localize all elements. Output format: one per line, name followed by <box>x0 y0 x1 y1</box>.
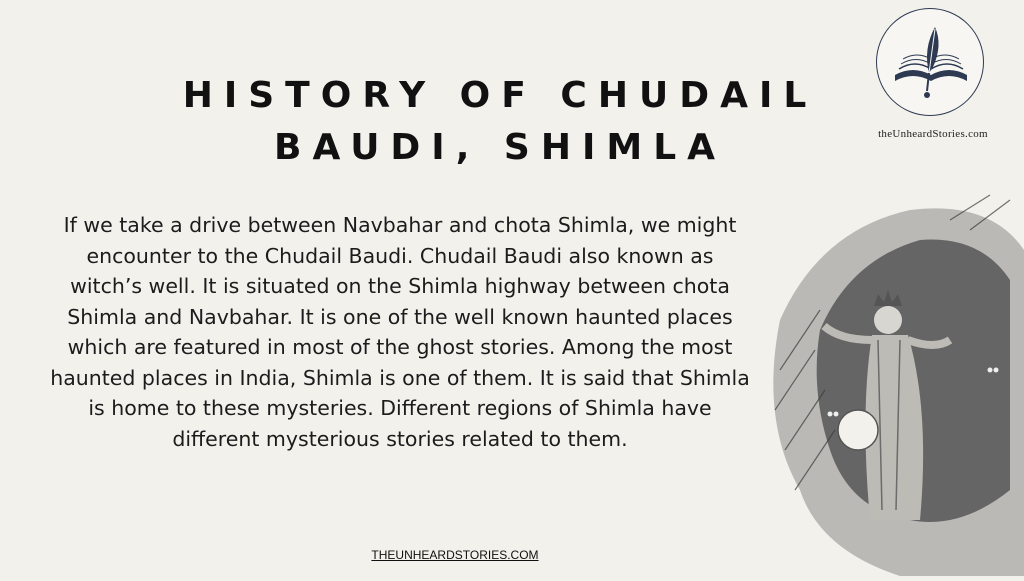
logo-badge <box>876 8 984 116</box>
body-paragraph: If we take a drive between Navbahar and chota Shimla, we might encounter to the Chudail Baudi. Chudail Baudi also known as witch’s well. It is situated on the Shimla highway between chota Shimla and Navbahar. It is one of the well known haunted places which are featured in most of the ghost stories. Among the most haunted places in India, Shimla is one of them. It is said that Shimla is home to these mysteries. Different regions of Shimla have different mysterious stories related to them. <box>50 213 750 451</box>
witch-illustration <box>760 190 1024 581</box>
footer-website-link[interactable]: THEUNHEARDSTORIES.COM <box>371 548 539 562</box>
page-title: HISTORY OF CHUDAIL BAUDI, SHIMLA <box>182 75 818 168</box>
feather-book-icon <box>877 9 985 117</box>
logo-wordmark: theUnheardStories.com <box>878 128 988 140</box>
